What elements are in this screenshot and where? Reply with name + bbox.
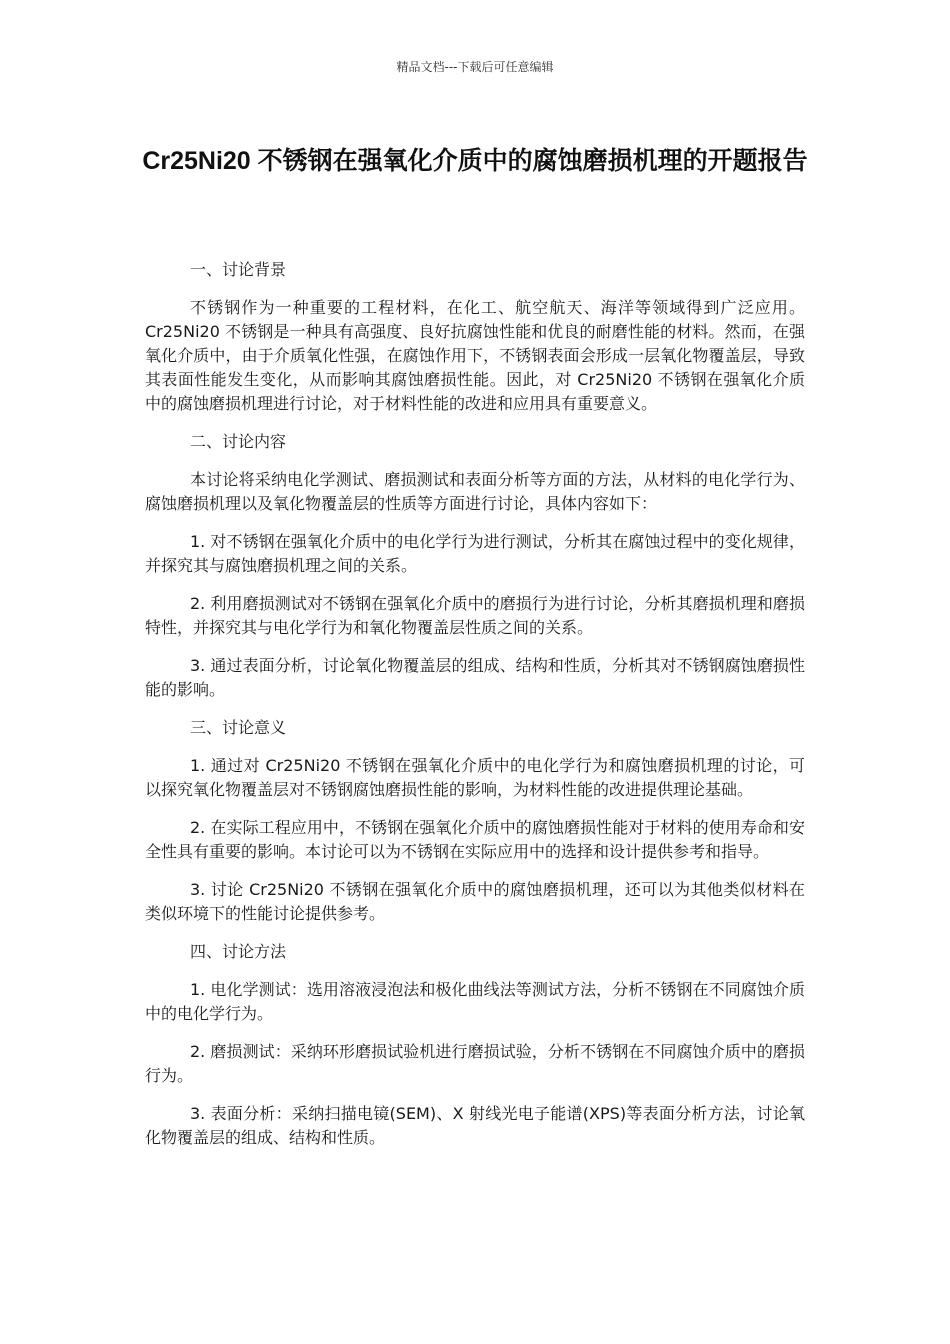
- list-item: 3. 表面分析：采纳扫描电镜(SEM)、X 射线光电子能谱(XPS)等表面分析方法，讨论氧化物覆盖层的组成、结构和性质。: [145, 1104, 805, 1147]
- section-heading-content: 二、讨论内容: [190, 432, 287, 451]
- page-header-note: 精品文档---下载后可任意编辑: [396, 60, 554, 74]
- list-item: 3. 讨论 Cr25Ni20 不锈钢在强氧化介质中的腐蚀磨损机理，还可以为其他类似材料在类似环境下的性能讨论提供参考。: [145, 880, 805, 923]
- list-item: 1. 电化学测试：选用溶液浸泡法和极化曲线法等测试方法，分析不锈钢在不同腐蚀介质中的电化学行为。: [145, 980, 805, 1023]
- list-item: 3. 通过表面分析，讨论氧化物覆盖层的组成、结构和性质，分析其对不锈钢腐蚀磨损性能的影响。: [145, 656, 805, 699]
- paragraph: 不锈钢作为一种重要的工程材料，在化工、航空航天、海洋等领域得到广泛应用。Cr25Ni20 不锈钢是一种具有高强度、良好抗腐蚀性能和优良的耐磨性能的材料。然而，在强氧化介质中，由于介质氧化性强，在腐蚀作用下，不锈钢表面会形成一层氧化物覆盖层，导致其表面性能发生变化，从而影响其腐蚀磨损性能。因此，对 Cr25Ni20 不锈钢在强氧化介质中的腐蚀磨损机理进行讨论，对于材料性能的改进和应用具有重要意义。: [145, 298, 805, 413]
- list-item: 2. 磨损测试：采纳环形磨损试验机进行磨损试验，分析不锈钢在不同腐蚀介质中的磨损行为。: [145, 1042, 805, 1085]
- list-item: 1. 通过对 Cr25Ni20 不锈钢在强氧化介质中的电化学行为和腐蚀磨损机理的讨论，可以探究氧化物覆盖层对不锈钢腐蚀磨损性能的影响，为材料性能的改进提供理论基础。: [145, 756, 805, 799]
- list-item: 2. 在实际工程应用中，不锈钢在强氧化介质中的腐蚀磨损性能对于材料的使用寿命和安全性具有重要的影响。本讨论可以为不锈钢在实际应用中的选择和设计提供参考和指导。: [145, 818, 805, 861]
- section-heading-background: 一、讨论背景: [190, 260, 287, 279]
- document-body: [145, 258, 805, 1164]
- paragraph: 本讨论将采纳电化学测试、磨损测试和表面分析等方面的方法，从材料的电化学行为、腐蚀磨损机理以及氧化物覆盖层的性质等方面进行讨论，具体内容如下：: [145, 470, 805, 513]
- document-title: Cr25Ni20 不锈钢在强氧化介质中的腐蚀磨损机理的开题报告: [142, 147, 808, 175]
- section-heading-significance: 三、讨论意义: [190, 718, 287, 737]
- list-item: 2. 利用磨损测试对不锈钢在强氧化介质中的磨损行为进行讨论，分析其磨损机理和磨损特性，并探究其与电化学行为和氧化物覆盖层性质之间的关系。: [145, 594, 805, 637]
- section-heading-methods: 四、讨论方法: [190, 942, 287, 961]
- list-item: 1. 对不锈钢在强氧化介质中的电化学行为进行测试，分析其在腐蚀过程中的变化规律，并探究其与腐蚀磨损机理之间的关系。: [145, 532, 805, 575]
